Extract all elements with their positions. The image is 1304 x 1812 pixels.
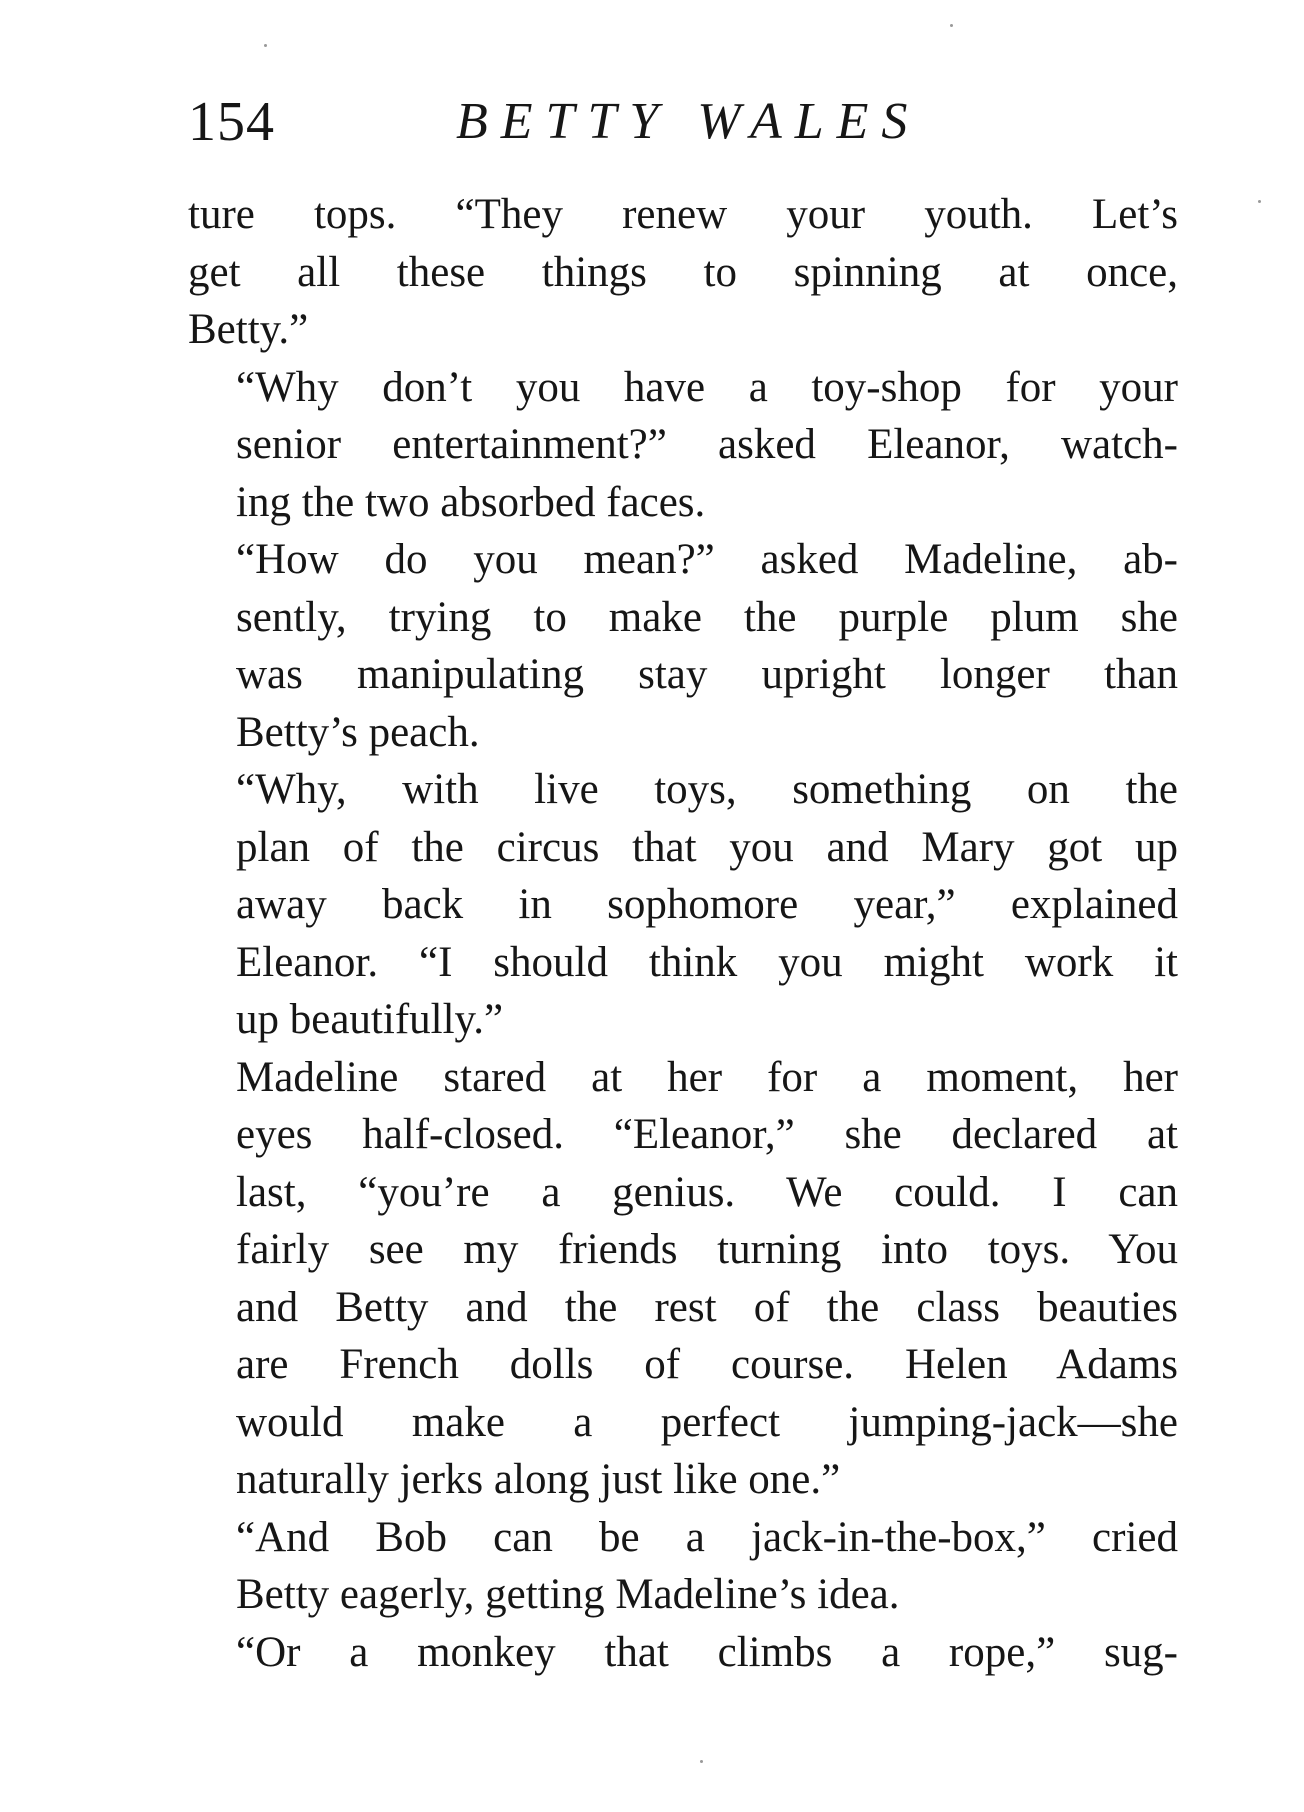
body-text — [188, 186, 1178, 1681]
text-line: away back in sophomore year,” explained — [236, 881, 1178, 928]
paragraph — [188, 1624, 1178, 1682]
text-line: would make a perfect jumping-jack—she — [236, 1398, 1178, 1446]
text-line: Betty’s peach. — [236, 708, 480, 756]
text-line: Eleanor. “I should think you might work it — [236, 938, 1178, 986]
text-line: “How do you mean?” asked Madeline, ab- — [236, 536, 1178, 583]
page-header — [188, 82, 1178, 162]
paragraph — [188, 1049, 1178, 1509]
paragraph — [188, 531, 1178, 761]
text-line: “And Bob can be a jack-in-the-box,” cried — [236, 1513, 1178, 1561]
text-line: ing the two absorbed faces. — [236, 478, 706, 526]
paper-speck — [1258, 200, 1261, 203]
text-line: Betty eagerly, getting Madeline’s idea. — [236, 1571, 900, 1618]
text-line: “Why, with live toys, something on the — [236, 766, 1178, 813]
text-line: Madeline stared at her for a moment, her — [236, 1053, 1178, 1101]
text-line: ture tops. “They renew your youth. Let’s — [188, 191, 1178, 238]
page-number: 154 — [188, 91, 275, 153]
text-line: “Why don’t you have a toy-shop for your — [236, 363, 1178, 411]
text-line: “Or a monkey that climbs a rope,” sug- — [236, 1628, 1178, 1676]
paper-speck — [950, 24, 953, 27]
text-line: Betty.” — [188, 306, 309, 353]
text-line: last, “you’re a genius. We could. I can — [236, 1168, 1178, 1216]
text-line: and Betty and the rest of the class beauties — [236, 1283, 1178, 1331]
text-line: was manipulating stay upright longer than — [236, 651, 1178, 698]
paragraph — [188, 186, 1178, 359]
text-line: plan of the circus that you and Mary got up — [236, 823, 1178, 871]
paragraph — [188, 761, 1178, 1049]
text-line: senior entertainment?” asked Eleanor, watch- — [236, 421, 1178, 468]
text-line: up beautifully.” — [236, 996, 504, 1043]
paper-speck — [700, 1760, 703, 1763]
text-line: sently, trying to make the purple plum she — [236, 593, 1178, 641]
paper-speck — [264, 44, 267, 47]
running-title: BETTY WALES — [456, 93, 921, 150]
text-line: fairly see my friends turning into toys. You — [236, 1226, 1178, 1273]
text-line: eyes half-closed. “Eleanor,” she declared at — [236, 1111, 1178, 1158]
paragraph — [188, 1509, 1178, 1624]
text-line: naturally jerks along just like one.” — [236, 1456, 841, 1503]
paragraph — [188, 359, 1178, 532]
text-line: get all these things to spinning at once, — [188, 248, 1178, 296]
text-line: are French dolls of course. Helen Adams — [236, 1341, 1178, 1388]
